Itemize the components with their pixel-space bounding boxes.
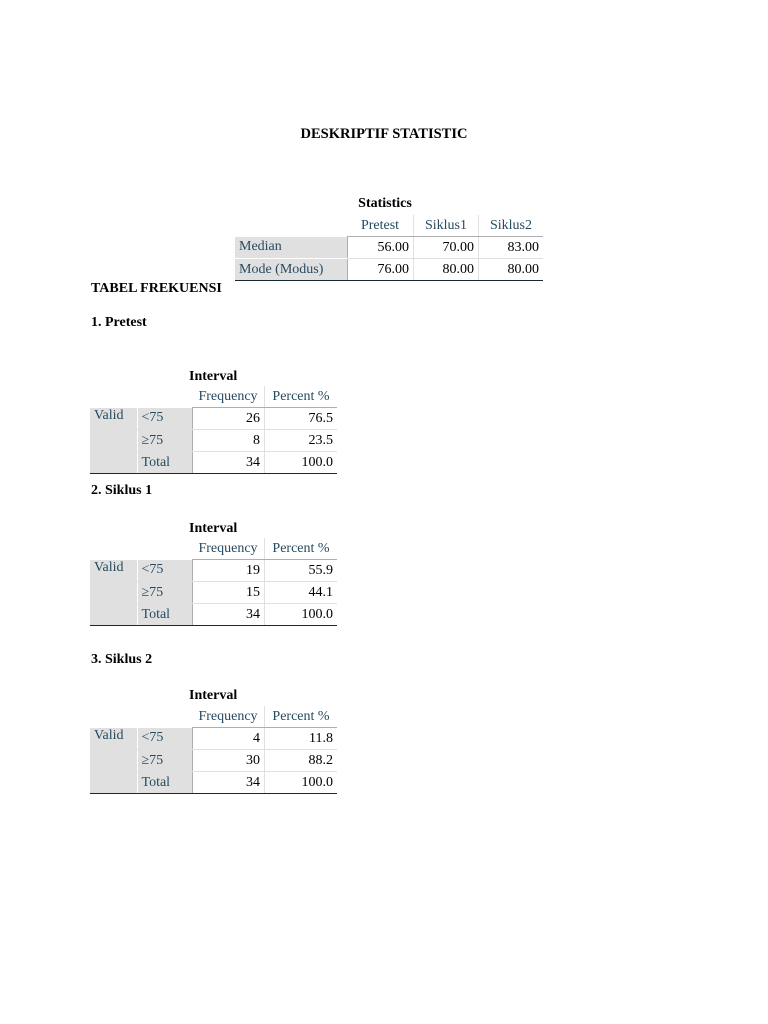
statistics-cell: 76.00 [347, 259, 414, 281]
interval-corner-cell [137, 538, 192, 560]
table-row [235, 237, 543, 259]
interval-corner-cell [137, 386, 192, 408]
statistics-corner-cell [235, 215, 347, 237]
percent-cell: 76.5 [265, 408, 338, 430]
table-row [90, 408, 337, 430]
interval-corner-cell [137, 706, 192, 728]
interval-col-header: Frequency [192, 706, 265, 728]
section-heading-siklus-2: 3. Siklus 2 [91, 652, 153, 667]
frequency-cell: 4 [192, 728, 265, 750]
category-label: <75 [137, 408, 192, 430]
interval-table-title: Interval [189, 688, 238, 703]
percent-cell: 100.0 [265, 604, 338, 626]
statistics-cell: 80.00 [479, 259, 544, 281]
statistics-col-header: Pretest [347, 215, 414, 237]
interval-corner-cell [90, 386, 137, 408]
statistics-cell: 70.00 [414, 237, 479, 259]
frequency-cell: 30 [192, 750, 265, 772]
percent-cell: 100.0 [265, 772, 338, 794]
statistics-col-header: Siklus1 [414, 215, 479, 237]
category-label: <75 [137, 728, 192, 750]
statistics-cell: 80.00 [414, 259, 479, 281]
section-heading-siklus-1: 2. Siklus 1 [91, 483, 153, 498]
table-row [90, 560, 337, 582]
interval-table-title: Interval [189, 369, 238, 384]
interval-corner-cell [90, 538, 137, 560]
frequency-cell: 26 [192, 408, 265, 430]
category-label: <75 [137, 560, 192, 582]
category-label: ≥75 [137, 750, 192, 772]
frequency-cell: 34 [192, 772, 265, 794]
interval-col-header: Percent % [265, 706, 338, 728]
valid-label: Valid [90, 408, 137, 474]
interval-col-header: Percent % [265, 386, 338, 408]
section-heading-pretest: 1. Pretest [91, 315, 147, 330]
interval-col-header: Frequency [192, 386, 265, 408]
percent-cell: 44.1 [265, 582, 338, 604]
statistics-row-label: Median [235, 237, 347, 259]
interval-table-pretest [90, 386, 337, 474]
percent-cell: 100.0 [265, 452, 338, 474]
frequency-cell: 34 [192, 604, 265, 626]
percent-cell: 23.5 [265, 430, 338, 452]
statistics-table [235, 215, 543, 281]
category-label: Total [137, 604, 192, 626]
frequency-cell: 19 [192, 560, 265, 582]
statistics-col-header: Siklus2 [479, 215, 544, 237]
statistics-cell: 83.00 [479, 237, 544, 259]
frequency-cell: 8 [192, 430, 265, 452]
interval-col-header: Percent % [265, 538, 338, 560]
frequency-cell: 15 [192, 582, 265, 604]
category-label: ≥75 [137, 582, 192, 604]
valid-label: Valid [90, 728, 137, 794]
frequency-heading: TABEL FREKUENSI [91, 281, 222, 296]
percent-cell: 11.8 [265, 728, 338, 750]
interval-table-siklus-2 [90, 706, 337, 794]
table-row [235, 259, 543, 281]
category-label: ≥75 [137, 430, 192, 452]
percent-cell: 88.2 [265, 750, 338, 772]
interval-col-header: Frequency [192, 538, 265, 560]
percent-cell: 55.9 [265, 560, 338, 582]
valid-label: Valid [90, 560, 137, 626]
statistics-table-title: Statistics [358, 196, 412, 211]
statistics-cell: 56.00 [347, 237, 414, 259]
category-label: Total [137, 452, 192, 474]
statistics-row-label: Mode (Modus) [235, 259, 347, 281]
page-title: DESKRIPTIF STATISTIC [300, 126, 468, 142]
interval-table-title: Interval [189, 521, 238, 536]
interval-corner-cell [90, 706, 137, 728]
category-label: Total [137, 772, 192, 794]
frequency-cell: 34 [192, 452, 265, 474]
table-row [90, 728, 337, 750]
interval-table-siklus-1 [90, 538, 337, 626]
